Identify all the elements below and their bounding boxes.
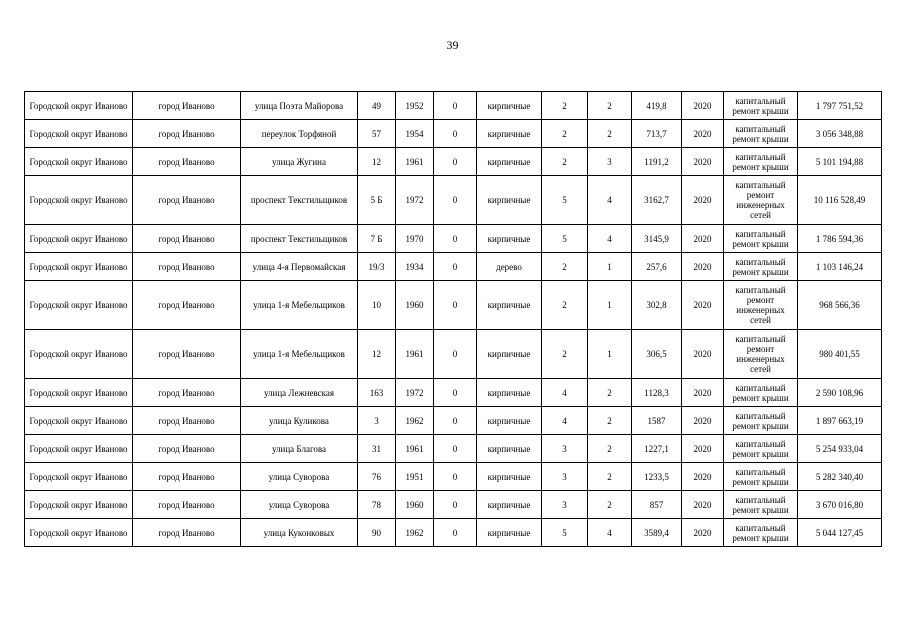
house-number-cell: 10 (358, 281, 396, 330)
house-number-cell: 7 Б (358, 225, 396, 253)
entrances-cell: 1 (588, 330, 632, 379)
year-overhaul-cell: 0 (434, 330, 477, 379)
street-cell: улица Суворова (241, 491, 358, 519)
entrances-cell: 1 (588, 253, 632, 281)
street-cell: проспект Текстильщиков (241, 225, 358, 253)
municipality-cell: Городской округ Иваново (25, 330, 133, 379)
work-type-cell: капитальный ремонт инженерных сетей (724, 176, 798, 225)
street-cell: улица Суворова (241, 463, 358, 491)
cost-cell: 2 590 108,96 (798, 379, 882, 407)
plan-year-cell: 2020 (682, 176, 724, 225)
work-type-cell: капитальный ремонт крыши (724, 92, 798, 120)
entrances-cell: 3 (588, 148, 632, 176)
cost-cell: 1 897 663,19 (798, 407, 882, 435)
area-cell: 713,7 (632, 120, 682, 148)
floors-cell: 4 (542, 379, 588, 407)
year-built-cell: 1961 (396, 148, 434, 176)
house-number-cell: 76 (358, 463, 396, 491)
work-type-cell: капитальный ремонт крыши (724, 519, 798, 547)
floors-cell: 2 (542, 120, 588, 148)
year-overhaul-cell: 0 (434, 379, 477, 407)
table-row (25, 435, 882, 463)
table-row (25, 463, 882, 491)
municipality-cell: Городской округ Иваново (25, 463, 133, 491)
municipality-cell: Городской округ Иваново (25, 491, 133, 519)
work-type-cell: капитальный ремонт крыши (724, 379, 798, 407)
year-built-cell: 1961 (396, 435, 434, 463)
year-overhaul-cell: 0 (434, 92, 477, 120)
plan-year-cell: 2020 (682, 435, 724, 463)
street-cell: улица Лежневская (241, 379, 358, 407)
table-row (25, 407, 882, 435)
year-overhaul-cell: 0 (434, 225, 477, 253)
cost-cell: 1 103 146,24 (798, 253, 882, 281)
table-row (25, 519, 882, 547)
floors-cell: 2 (542, 253, 588, 281)
house-number-cell: 78 (358, 491, 396, 519)
year-overhaul-cell: 0 (434, 491, 477, 519)
plan-year-cell: 2020 (682, 253, 724, 281)
street-cell: улица Жугина (241, 148, 358, 176)
area-cell: 1227,1 (632, 435, 682, 463)
locality-cell: город Иваново (133, 176, 241, 225)
housing-registry-table (24, 91, 882, 547)
entrances-cell: 4 (588, 225, 632, 253)
area-cell: 3145,9 (632, 225, 682, 253)
plan-year-cell: 2020 (682, 519, 724, 547)
year-built-cell: 1951 (396, 463, 434, 491)
house-number-cell: 5 Б (358, 176, 396, 225)
street-cell: улица Куликова (241, 407, 358, 435)
wall-material-cell: кирпичные (477, 330, 542, 379)
work-type-cell: капитальный ремонт инженерных сетей (724, 281, 798, 330)
house-number-cell: 12 (358, 148, 396, 176)
plan-year-cell: 2020 (682, 379, 724, 407)
entrances-cell: 2 (588, 463, 632, 491)
cost-cell: 5 254 933,04 (798, 435, 882, 463)
work-type-cell: капитальный ремонт крыши (724, 253, 798, 281)
table-body (25, 92, 882, 547)
entrances-cell: 2 (588, 120, 632, 148)
work-type-cell: капитальный ремонт крыши (724, 463, 798, 491)
area-cell: 3162,7 (632, 176, 682, 225)
floors-cell: 3 (542, 463, 588, 491)
plan-year-cell: 2020 (682, 281, 724, 330)
entrances-cell: 2 (588, 379, 632, 407)
year-overhaul-cell: 0 (434, 253, 477, 281)
wall-material-cell: кирпичные (477, 491, 542, 519)
table-row (25, 330, 882, 379)
street-cell: улица 1-я Мебельщиков (241, 330, 358, 379)
municipality-cell: Городской округ Иваново (25, 435, 133, 463)
year-built-cell: 1962 (396, 407, 434, 435)
floors-cell: 3 (542, 491, 588, 519)
floors-cell: 2 (542, 148, 588, 176)
municipality-cell: Городской округ Иваново (25, 253, 133, 281)
year-overhaul-cell: 0 (434, 120, 477, 148)
cost-cell: 980 401,55 (798, 330, 882, 379)
table-row (25, 379, 882, 407)
locality-cell: город Иваново (133, 491, 241, 519)
cost-cell: 3 670 016,80 (798, 491, 882, 519)
year-built-cell: 1960 (396, 491, 434, 519)
wall-material-cell: кирпичные (477, 463, 542, 491)
table-row (25, 253, 882, 281)
plan-year-cell: 2020 (682, 120, 724, 148)
table-row (25, 120, 882, 148)
year-overhaul-cell: 0 (434, 435, 477, 463)
locality-cell: город Иваново (133, 225, 241, 253)
year-built-cell: 1934 (396, 253, 434, 281)
work-type-cell: капитальный ремонт крыши (724, 435, 798, 463)
wall-material-cell: кирпичные (477, 435, 542, 463)
table-row (25, 491, 882, 519)
wall-material-cell: кирпичные (477, 281, 542, 330)
locality-cell: город Иваново (133, 92, 241, 120)
house-number-cell: 57 (358, 120, 396, 148)
area-cell: 257,6 (632, 253, 682, 281)
house-number-cell: 49 (358, 92, 396, 120)
cost-cell: 5 101 194,88 (798, 148, 882, 176)
plan-year-cell: 2020 (682, 92, 724, 120)
locality-cell: город Иваново (133, 379, 241, 407)
entrances-cell: 2 (588, 407, 632, 435)
street-cell: улица Куконковых (241, 519, 358, 547)
wall-material-cell: кирпичные (477, 176, 542, 225)
floors-cell: 5 (542, 176, 588, 225)
year-overhaul-cell: 0 (434, 148, 477, 176)
house-number-cell: 19/3 (358, 253, 396, 281)
locality-cell: город Иваново (133, 281, 241, 330)
plan-year-cell: 2020 (682, 225, 724, 253)
cost-cell: 3 056 348,88 (798, 120, 882, 148)
floors-cell: 2 (542, 92, 588, 120)
floors-cell: 2 (542, 330, 588, 379)
wall-material-cell: кирпичные (477, 148, 542, 176)
wall-material-cell: кирпичные (477, 225, 542, 253)
year-built-cell: 1970 (396, 225, 434, 253)
house-number-cell: 3 (358, 407, 396, 435)
locality-cell: город Иваново (133, 330, 241, 379)
table-row (25, 281, 882, 330)
work-type-cell: капитальный ремонт крыши (724, 120, 798, 148)
year-built-cell: 1961 (396, 330, 434, 379)
entrances-cell: 4 (588, 519, 632, 547)
year-built-cell: 1962 (396, 519, 434, 547)
year-built-cell: 1960 (396, 281, 434, 330)
municipality-cell: Городской округ Иваново (25, 281, 133, 330)
wall-material-cell: дерево (477, 253, 542, 281)
work-type-cell: капитальный ремонт крыши (724, 225, 798, 253)
locality-cell: город Иваново (133, 120, 241, 148)
street-cell: улица Благова (241, 435, 358, 463)
plan-year-cell: 2020 (682, 491, 724, 519)
floors-cell: 5 (542, 225, 588, 253)
plan-year-cell: 2020 (682, 148, 724, 176)
area-cell: 302,8 (632, 281, 682, 330)
table-row (25, 225, 882, 253)
locality-cell: город Иваново (133, 148, 241, 176)
work-type-cell: капитальный ремонт крыши (724, 491, 798, 519)
entrances-cell: 1 (588, 281, 632, 330)
locality-cell: город Иваново (133, 253, 241, 281)
year-overhaul-cell: 0 (434, 281, 477, 330)
year-built-cell: 1972 (396, 379, 434, 407)
area-cell: 1233,5 (632, 463, 682, 491)
locality-cell: город Иваново (133, 519, 241, 547)
locality-cell: город Иваново (133, 435, 241, 463)
floors-cell: 4 (542, 407, 588, 435)
plan-year-cell: 2020 (682, 407, 724, 435)
wall-material-cell: кирпичные (477, 120, 542, 148)
cost-cell: 1 786 594,36 (798, 225, 882, 253)
area-cell: 1191,2 (632, 148, 682, 176)
municipality-cell: Городской округ Иваново (25, 379, 133, 407)
street-cell: переулок Торфяной (241, 120, 358, 148)
floors-cell: 5 (542, 519, 588, 547)
cost-cell: 10 116 528,49 (798, 176, 882, 225)
wall-material-cell: кирпичные (477, 92, 542, 120)
municipality-cell: Городской округ Иваново (25, 120, 133, 148)
floors-cell: 2 (542, 281, 588, 330)
cost-cell: 5 282 340,40 (798, 463, 882, 491)
area-cell: 1128,3 (632, 379, 682, 407)
house-number-cell: 12 (358, 330, 396, 379)
table-row (25, 148, 882, 176)
cost-cell: 5 044 127,45 (798, 519, 882, 547)
wall-material-cell: кирпичные (477, 407, 542, 435)
locality-cell: город Иваново (133, 407, 241, 435)
municipality-cell: Городской округ Иваново (25, 148, 133, 176)
municipality-cell: Городской округ Иваново (25, 519, 133, 547)
area-cell: 857 (632, 491, 682, 519)
plan-year-cell: 2020 (682, 463, 724, 491)
house-number-cell: 163 (358, 379, 396, 407)
house-number-cell: 90 (358, 519, 396, 547)
year-overhaul-cell: 0 (434, 176, 477, 225)
table-row (25, 92, 882, 120)
cost-cell: 1 797 751,52 (798, 92, 882, 120)
street-cell: улица Поэта Майорова (241, 92, 358, 120)
area-cell: 3589,4 (632, 519, 682, 547)
year-overhaul-cell: 0 (434, 407, 477, 435)
street-cell: проспект Текстильщиков (241, 176, 358, 225)
area-cell: 419,8 (632, 92, 682, 120)
entrances-cell: 2 (588, 491, 632, 519)
floors-cell: 3 (542, 435, 588, 463)
page-number: 39 (446, 38, 459, 52)
year-built-cell: 1952 (396, 92, 434, 120)
municipality-cell: Городской округ Иваново (25, 176, 133, 225)
house-number-cell: 31 (358, 435, 396, 463)
entrances-cell: 2 (588, 92, 632, 120)
street-cell: улица 1-я Мебельщиков (241, 281, 358, 330)
table-row (25, 176, 882, 225)
area-cell: 306,5 (632, 330, 682, 379)
year-overhaul-cell: 0 (434, 519, 477, 547)
year-built-cell: 1954 (396, 120, 434, 148)
entrances-cell: 4 (588, 176, 632, 225)
entrances-cell: 2 (588, 435, 632, 463)
work-type-cell: капитальный ремонт крыши (724, 148, 798, 176)
municipality-cell: Городской округ Иваново (25, 407, 133, 435)
year-built-cell: 1972 (396, 176, 434, 225)
municipality-cell: Городской округ Иваново (25, 225, 133, 253)
wall-material-cell: кирпичные (477, 519, 542, 547)
work-type-cell: капитальный ремонт крыши (724, 407, 798, 435)
street-cell: улица 4-я Первомайская (241, 253, 358, 281)
area-cell: 1587 (632, 407, 682, 435)
locality-cell: город Иваново (133, 463, 241, 491)
work-type-cell: капитальный ремонт инженерных сетей (724, 330, 798, 379)
plan-year-cell: 2020 (682, 330, 724, 379)
municipality-cell: Городской округ Иваново (25, 92, 133, 120)
wall-material-cell: кирпичные (477, 379, 542, 407)
year-overhaul-cell: 0 (434, 463, 477, 491)
cost-cell: 968 566,36 (798, 281, 882, 330)
